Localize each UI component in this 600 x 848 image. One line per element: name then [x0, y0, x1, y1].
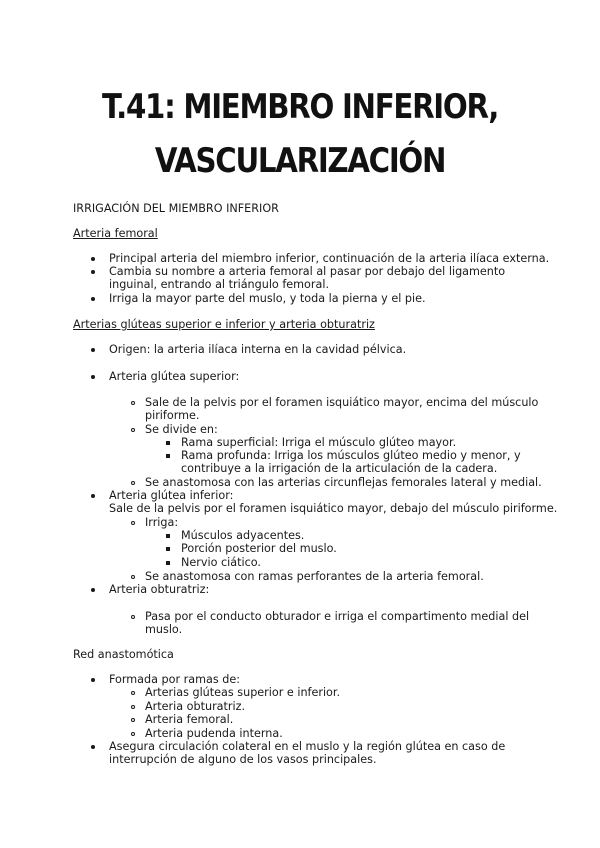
- list-item-continuation: interrupción de alguno de los vasos principales.: [109, 753, 377, 766]
- subheading-femoral: Arteria femoral: [73, 227, 158, 240]
- list-item-continuation: piriforme.: [145, 409, 200, 422]
- list-item-continuation: muslo.: [145, 623, 183, 636]
- bullet-dot: [91, 745, 95, 749]
- bullet-circle: [131, 732, 135, 736]
- list-item: Rama profunda: Irriga los músculos glúteo medio y menor, y: [181, 449, 521, 462]
- list-item: Asegura circulación colateral en el muslo y la región glútea en caso de: [109, 740, 506, 753]
- list-item: Se anastomosa con las arterias circunflejas femorales lateral y medial.: [145, 476, 542, 489]
- bullet-dot: [91, 494, 95, 498]
- bullet-circle: [131, 428, 135, 432]
- list-item: Arterias glúteas superior e inferior.: [145, 686, 341, 699]
- list-item: Arteria obturatriz.: [145, 700, 246, 713]
- list-item: Principal arteria del miembro inferior, continuación de la arteria ilíaca externa.: [109, 252, 550, 265]
- list-item: Arteria obturatriz:: [109, 583, 210, 596]
- title-line-2: VASCULARIZACIÓN: [154, 141, 446, 181]
- list-item: Arteria femoral.: [145, 713, 234, 726]
- list-item: Origen: la arteria ilíaca interna en la cavidad pélvica.: [109, 343, 407, 356]
- bullet-circle: [131, 705, 135, 709]
- title-line-1: T.41: MIEMBRO INFERIOR,: [101, 87, 499, 127]
- paragraph: Sale de la pelvis por el foramen isquiático mayor, debajo del músculo piriforme.: [109, 502, 558, 515]
- subheading-gluteas: Arterias glúteas superior e inferior y arteria obturatriz: [73, 318, 375, 331]
- bullet-dot: [91, 257, 95, 261]
- bullet-circle: [131, 481, 135, 485]
- bullet-circle: [131, 718, 135, 722]
- list-item: Irriga:: [145, 516, 179, 529]
- list-item: Nervio ciático.: [181, 556, 261, 569]
- bullet-square: [166, 454, 170, 458]
- list-item: Rama superficial: Irriga el músculo glúteo mayor.: [181, 436, 457, 449]
- list-item: Porción posterior del muslo.: [181, 542, 337, 555]
- bullet-square: [166, 441, 170, 445]
- bullet-dot: [91, 678, 95, 682]
- list-item: Arteria glútea inferior:: [109, 489, 234, 502]
- list-item: Músculos adyacentes.: [181, 529, 305, 542]
- bullet-dot: [91, 270, 95, 274]
- list-item: Pasa por el conducto obturador e irriga el compartimento medial del: [145, 610, 530, 623]
- list-item: Formada por ramas de:: [109, 673, 240, 686]
- bullet-circle: [131, 521, 135, 525]
- list-item: Se anastomosa con ramas perforantes de la arteria femoral.: [145, 570, 484, 583]
- bullet-square: [166, 561, 170, 565]
- bullet-circle: [131, 401, 135, 405]
- list-item: Arteria glútea superior:: [109, 370, 240, 383]
- list-item-continuation: inguinal, entrando al triángulo femoral.: [109, 278, 330, 291]
- bullet-circle: [131, 575, 135, 579]
- list-item: Se divide en:: [145, 423, 218, 436]
- list-item: Irriga la mayor parte del muslo, y toda la pierna y el pie.: [109, 292, 426, 305]
- list-item: Arteria pudenda interna.: [145, 727, 283, 740]
- bullet-dot: [91, 297, 95, 301]
- list-item: Cambia su nombre a arteria femoral al pasar por debajo del ligamento: [109, 265, 506, 278]
- list-item: Sale de la pelvis por el foramen isquiático mayor, encima del músculo: [145, 396, 539, 409]
- bullet-square: [166, 534, 170, 538]
- bullet-dot: [91, 588, 95, 592]
- list-item-continuation: contribuye a la irrigación de la articulación de la cadera.: [181, 462, 498, 475]
- bullet-circle: [131, 615, 135, 619]
- section-heading: IRRIGACIÓN DEL MIEMBRO INFERIOR: [73, 202, 279, 215]
- bullet-circle: [131, 691, 135, 695]
- bullet-square: [166, 547, 170, 551]
- bullet-dot: [91, 375, 95, 379]
- bullet-dot: [91, 348, 95, 352]
- subheading-red: Red anastomótica: [73, 648, 174, 661]
